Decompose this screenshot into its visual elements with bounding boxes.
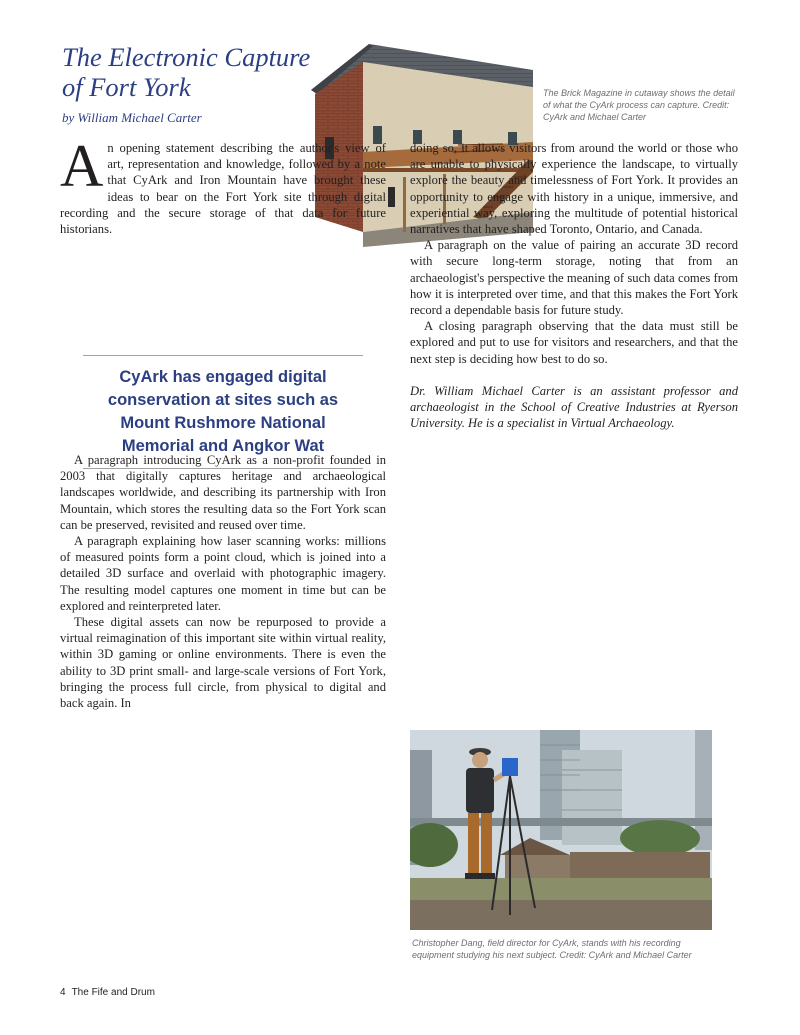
field-director-with-scanner-photo <box>410 730 712 930</box>
pull-quote: CyArk has engaged digital conservation at sites such as Mount Rushmore National Memorial and Angkor Wat <box>83 355 363 469</box>
intro-paragraph <box>60 133 386 237</box>
photo-caption: Christopher Dang, field director for CyArk, stands with his recording equipment studying his next subject. Credit: CyArk and Michael Carter <box>412 938 692 960</box>
body-paragraph: A paragraph explaining how laser scanning works: millions of measured points form a point cloud, which is joined into a detailed 3D surface and overlaid with photographic imagery. The resulting model captures one moment in time but can be explored and reinterpreted later. <box>60 534 386 613</box>
article-byline: by William Michael Carter <box>62 110 202 125</box>
illustration-caption: The Brick Magazine in cutaway shows the detail of what the CyArk process can capture. Credit: CyArk and Michael Carter <box>543 88 735 122</box>
article-title: The Electronic Capture of Fort York <box>62 42 311 102</box>
page-footer <box>60 987 155 998</box>
body-paragraph: A paragraph introducing CyArk as a non-profit founded in 2003 that digitally captures heritage and archaeological landscapes worldwide, and describing its partnership with Iron Mountain, which stores the resulting data so the Fort York scan can be preserved, revisited and reused over time. <box>60 453 386 532</box>
first-paragraph <box>60 133 386 237</box>
continued-paragraph: doing so, it allows visitors from around the world or those who are unable to physically experience the landscape, to virtually explore the beauty and timelessness of Fort York. It provides an opportunity to engage with history in a unique, immersive, and experiential way, exploring the multitude of potential historical narratives that have shaped Toronto, Ontario, and Canada. <box>410 141 738 237</box>
drop-cap: A <box>60 133 104 199</box>
body-paragraph: These digital assets can now be repurposed to provide a virtual reimagination of this important site within virtual reality, within 3D gaming or online environments. There is even the ability to 3D print small- and large-scale versions of Fort York, bringing the process full circle, from physical to digital and back again. In <box>60 615 386 711</box>
body-paragraph: A paragraph on the value of pairing an accurate 3D record with secure long-term storage, noting that from an archaeologist's perspective the meaning of such data comes from how it is interpreted over time, and that this makes the Fort York record a dependable basis for future study. <box>410 238 738 318</box>
first-paragraph-text: n opening statement describing the author's view of art, representation and knowledge, followed by a note that CyArk and Iron Mountain have brought these ideas to bear on the Fort York site through digital recording and the secure storage of that data for future historians. <box>60 141 386 237</box>
left-column <box>60 452 386 711</box>
body-paragraph: A closing paragraph observing that the data must still be explored and put to use for visitors and researchers, and that the next step is deciding how best to do so. <box>410 319 738 366</box>
publication-name: The Fife and Drum <box>71 987 155 998</box>
page-number: 4 <box>60 987 66 998</box>
author-bio: Dr. William Michael Carter is an assistant professor and archaeologist in the School of Creative Industries at Ryerson University. He is a specialist in Virtual Archaeology. <box>410 383 738 431</box>
field-photo-svg <box>410 730 712 930</box>
right-column <box>410 140 738 431</box>
